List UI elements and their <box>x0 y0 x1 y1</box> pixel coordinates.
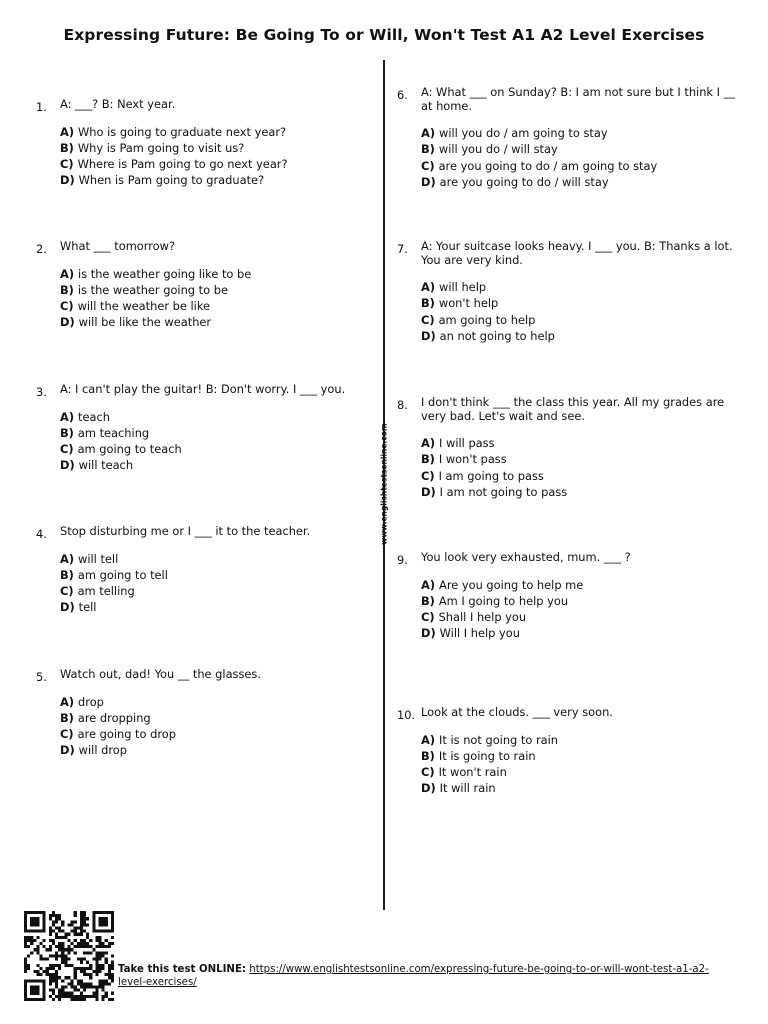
option-letter: D) <box>60 315 75 330</box>
answer-option[interactable] <box>421 577 737 593</box>
option-letter: B) <box>421 142 435 157</box>
question-text: A: What ___ on Sunday? B: I am not sure but I think I __ at home. <box>421 85 736 113</box>
option-text: Am I going to help you <box>438 593 569 608</box>
option-text: drop <box>78 694 104 709</box>
question-text: I don't think ___ the class this year. All my grades are very bad. Let's wait and see. <box>421 395 725 423</box>
question-text: Watch out, dad! You __ the glasses. <box>60 667 261 681</box>
question-6 <box>397 86 737 190</box>
footer <box>118 964 718 989</box>
answer-options <box>421 125 737 190</box>
option-letter: B) <box>421 452 435 467</box>
question-number: 10. <box>397 708 416 722</box>
answer-option[interactable] <box>421 312 737 328</box>
option-text: Who is going to graduate next year? <box>78 124 287 139</box>
option-text: will help <box>439 280 487 294</box>
option-text: will the weather be like <box>77 299 211 314</box>
option-letter: A) <box>60 124 75 139</box>
question-number: 4. <box>36 527 47 541</box>
question-number: 8. <box>397 398 408 412</box>
answer-option[interactable] <box>421 451 737 467</box>
answer-option[interactable] <box>421 141 737 157</box>
question-text: A: Your suitcase looks heavy. I ___ you. B: Thanks a lot. You are very kind. <box>421 239 733 267</box>
option-text: am teaching <box>77 425 150 440</box>
answer-options <box>60 551 356 616</box>
option-text: is the weather going like to be <box>78 266 252 281</box>
answer-option[interactable] <box>421 780 737 796</box>
answer-option[interactable] <box>60 694 356 710</box>
answer-option[interactable] <box>421 328 737 344</box>
answer-option[interactable] <box>60 266 356 282</box>
option-text: will teach <box>78 458 134 473</box>
answer-option[interactable] <box>421 468 737 484</box>
answer-option[interactable] <box>421 732 737 748</box>
option-text: am going to tell <box>77 567 168 582</box>
question-number: 3. <box>36 385 47 399</box>
answer-option[interactable] <box>421 484 737 500</box>
answer-option[interactable] <box>421 625 737 641</box>
option-text: I will pass <box>439 436 495 450</box>
question-text: Look at the clouds. ___ very soon. <box>421 705 613 719</box>
answer-option[interactable] <box>60 710 356 726</box>
answer-option[interactable] <box>60 726 356 742</box>
option-letter: B) <box>421 593 435 608</box>
answer-options <box>60 409 356 474</box>
option-text: Where is Pam going to go next year? <box>77 157 288 172</box>
question-7 <box>397 240 737 344</box>
answer-option[interactable] <box>421 158 737 174</box>
option-text: am telling <box>77 584 135 599</box>
answer-option[interactable] <box>60 457 356 473</box>
option-text: is the weather going to be <box>77 282 228 297</box>
answer-option[interactable] <box>60 599 356 615</box>
option-text: tell <box>78 600 97 615</box>
option-text: an not going to help <box>439 328 555 343</box>
answer-option[interactable] <box>421 593 737 609</box>
answer-option[interactable] <box>60 441 356 457</box>
option-text: It is not going to rain <box>439 732 559 747</box>
option-letter: D) <box>60 458 75 473</box>
option-letter: A) <box>421 577 436 592</box>
question-number: 6. <box>397 88 408 102</box>
footer-label: Take this test ONLINE: <box>118 964 246 975</box>
answer-option[interactable] <box>60 172 356 188</box>
answer-option[interactable] <box>60 425 356 441</box>
question-9 <box>397 551 737 642</box>
question-number: 2. <box>36 242 47 256</box>
answer-options <box>421 577 737 642</box>
question-8 <box>397 396 737 500</box>
option-letter: C) <box>60 299 74 314</box>
question-text: Stop disturbing me or I ___ it to the teacher. <box>60 524 311 538</box>
option-letter: A) <box>60 694 75 709</box>
option-letter: A) <box>60 551 75 566</box>
answer-option[interactable] <box>421 435 737 451</box>
option-letter: C) <box>60 442 74 457</box>
option-letter: C) <box>60 584 74 599</box>
question-text: A: I can't play the guitar! B: Don't worry. I ___ you. <box>60 382 346 396</box>
answer-options <box>421 435 737 500</box>
answer-option[interactable] <box>421 279 737 295</box>
question-number: 5. <box>36 670 47 684</box>
answer-option[interactable] <box>60 409 356 425</box>
option-letter: C) <box>60 727 74 742</box>
option-letter: D) <box>421 484 436 499</box>
page-title: Expressing Future: Be Going To or Will, Won't Test A1 A2 Level Exercises <box>63 26 705 44</box>
option-letter: A) <box>421 126 436 140</box>
answer-option[interactable] <box>421 764 737 780</box>
option-text: are going to drop <box>77 727 176 742</box>
option-letter: C) <box>421 610 435 625</box>
qr-code <box>24 911 114 1001</box>
option-text: When is Pam going to graduate? <box>78 173 265 188</box>
option-text: am going to teach <box>77 442 182 457</box>
answer-option[interactable] <box>421 125 737 141</box>
question-number: 1. <box>36 100 47 114</box>
answer-option[interactable] <box>60 742 356 758</box>
option-text: are dropping <box>77 710 151 725</box>
answer-option[interactable] <box>60 156 356 172</box>
question-text: What ___ tomorrow? <box>60 239 176 253</box>
option-text: are you going to do / am going to stay <box>438 158 658 173</box>
question-text: You look very exhausted, mum. ___ ? <box>421 550 631 564</box>
answer-options <box>60 694 356 759</box>
option-letter: D) <box>60 173 75 188</box>
option-letter: D) <box>421 174 436 189</box>
option-letter: B) <box>421 296 435 311</box>
question-text: A: ___? B: Next year. <box>60 97 176 111</box>
option-letter: B) <box>60 140 74 155</box>
answer-option[interactable] <box>60 140 356 156</box>
question-2 <box>36 240 356 331</box>
option-letter: D) <box>421 626 436 641</box>
question-number: 9. <box>397 553 408 567</box>
option-text: It won't rain <box>438 765 507 780</box>
option-text: will be like the weather <box>78 315 212 330</box>
question-1 <box>36 98 356 189</box>
option-text: will tell <box>78 551 119 566</box>
option-letter: C) <box>421 765 435 780</box>
option-letter: B) <box>60 282 74 297</box>
option-text: I am going to pass <box>438 468 544 483</box>
answer-options <box>60 124 356 189</box>
answer-option[interactable] <box>421 295 737 311</box>
option-text: are you going to do / will stay <box>439 174 609 189</box>
option-letter: B) <box>60 425 74 440</box>
option-text: won't help <box>438 296 499 311</box>
option-text: will drop <box>78 743 127 758</box>
option-text: I am not going to pass <box>439 484 568 499</box>
option-text: I won't pass <box>438 452 507 467</box>
option-letter: D) <box>421 781 436 796</box>
question-5 <box>36 668 356 759</box>
answer-options <box>421 732 737 797</box>
answer-option[interactable] <box>60 124 356 140</box>
option-letter: A) <box>421 732 436 747</box>
option-text: will you do / will stay <box>438 142 558 157</box>
option-text: Shall I help you <box>438 610 527 625</box>
option-letter: A) <box>60 409 75 424</box>
option-text: Are you going to help me <box>439 577 584 592</box>
answer-option[interactable] <box>60 282 356 298</box>
option-text: Why is Pam going to visit us? <box>77 140 245 155</box>
option-letter: B) <box>421 748 435 763</box>
answer-option[interactable] <box>60 314 356 330</box>
answer-option[interactable] <box>421 609 737 625</box>
option-letter: D) <box>60 743 75 758</box>
option-letter: A) <box>421 436 436 450</box>
option-text: am going to help <box>438 312 536 327</box>
question-4 <box>36 525 356 616</box>
option-letter: B) <box>60 567 74 582</box>
answer-options <box>60 266 356 331</box>
question-number: 7. <box>397 242 408 256</box>
option-text: will you do / am going to stay <box>439 126 608 140</box>
option-text: It will rain <box>439 781 496 796</box>
question-3 <box>36 383 356 474</box>
answer-option[interactable] <box>421 748 737 764</box>
answer-option[interactable] <box>421 174 737 190</box>
answer-option[interactable] <box>60 298 356 314</box>
option-letter: C) <box>421 158 435 173</box>
option-text: teach <box>78 409 110 424</box>
answer-option[interactable] <box>60 583 356 599</box>
option-text: Will I help you <box>439 626 520 641</box>
option-letter: D) <box>60 600 75 615</box>
answer-option[interactable] <box>60 551 356 567</box>
answer-option[interactable] <box>60 567 356 583</box>
option-letter: C) <box>60 157 74 172</box>
question-10 <box>397 706 737 797</box>
option-text: It is going to rain <box>438 748 536 763</box>
watermark-text: www.englishtestsonline.com <box>379 423 389 545</box>
footer-link[interactable]: https://www.englishtestsonline.com/expressing-future-be-going-to-or-will-wont-test-a1-a2-level-exercises/ <box>118 964 709 988</box>
option-letter: B) <box>60 710 74 725</box>
option-letter: C) <box>421 468 435 483</box>
option-letter: C) <box>421 312 435 327</box>
option-letter: A) <box>421 280 436 294</box>
answer-options <box>421 279 737 344</box>
option-letter: A) <box>60 266 75 281</box>
option-letter: D) <box>421 328 436 343</box>
